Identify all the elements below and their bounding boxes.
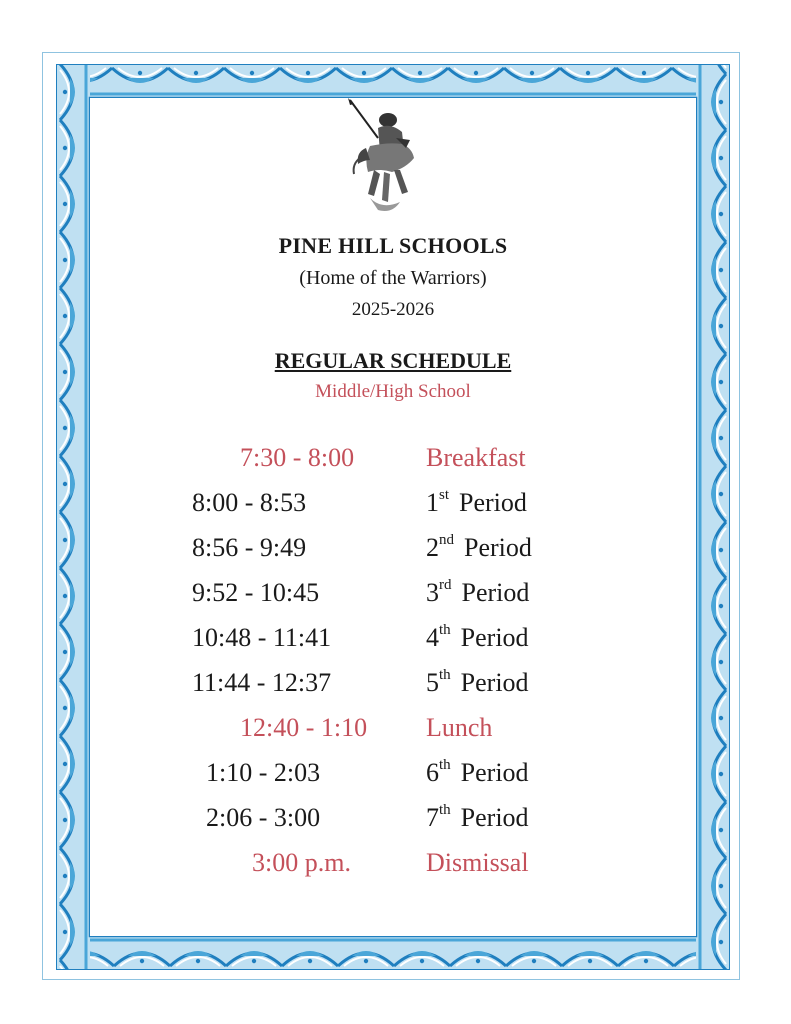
period-number: 7 bbox=[426, 803, 439, 832]
schedule-time: 9:52 - 10:45 bbox=[192, 578, 320, 607]
period-ordinal-suffix: th bbox=[439, 757, 451, 774]
schedule-time: 8:00 - 8:53 bbox=[192, 488, 307, 517]
schedule-time: 1:10 - 2:03 bbox=[206, 758, 321, 787]
schedule-label bbox=[426, 665, 529, 701]
schedule-row-period-2 bbox=[90, 530, 696, 575]
schedule-label bbox=[426, 530, 532, 566]
school-header bbox=[90, 226, 696, 408]
schedule-label: Dismissal bbox=[426, 848, 529, 877]
schedule-row-period-3 bbox=[90, 575, 696, 620]
schedule-title: REGULAR SCHEDULE bbox=[274, 348, 512, 373]
period-ordinal-suffix: rd bbox=[439, 577, 452, 594]
schedule-label bbox=[426, 485, 527, 521]
warrior-on-horseback-icon bbox=[340, 98, 430, 218]
schedule-subtitle: Middle/High School bbox=[315, 381, 471, 402]
schedule-label bbox=[426, 575, 529, 611]
schedule-row-lunch bbox=[90, 710, 696, 755]
schedule-label bbox=[426, 620, 529, 656]
period-number: 2 bbox=[426, 533, 439, 562]
schedule-row-period-4 bbox=[90, 620, 696, 665]
schedule-row-dismissal bbox=[90, 845, 696, 890]
period-word: Period bbox=[461, 578, 530, 607]
schedule-label bbox=[426, 755, 529, 791]
period-number: 6 bbox=[426, 758, 439, 787]
schedule-time: 10:48 - 11:41 bbox=[192, 623, 332, 652]
schedule-row-period-5 bbox=[90, 665, 696, 710]
schedule-table bbox=[90, 440, 696, 890]
period-ordinal-suffix: th bbox=[439, 802, 451, 819]
school-tagline: (Home of the Warriors) bbox=[299, 267, 487, 289]
period-word: Period bbox=[459, 488, 527, 517]
schedule-time: 12:40 - 1:10 bbox=[240, 713, 368, 742]
schedule-row-period-6 bbox=[90, 755, 696, 800]
school-year: 2025-2026 bbox=[351, 299, 435, 320]
period-word: Period bbox=[464, 533, 532, 562]
schedule-time: 7:30 - 8:00 bbox=[240, 443, 355, 472]
schedule-time: 11:44 - 12:37 bbox=[192, 668, 332, 697]
schedule-time: 2:06 - 3:00 bbox=[206, 803, 321, 832]
schedule-time: 3:00 p.m. bbox=[252, 848, 351, 877]
period-number: 1 bbox=[426, 488, 439, 517]
period-number: 5 bbox=[426, 668, 439, 697]
schedule-label: Breakfast bbox=[426, 443, 526, 472]
schedule-row-breakfast bbox=[90, 440, 696, 485]
period-ordinal-suffix: nd bbox=[439, 532, 454, 549]
period-word: Period bbox=[460, 668, 529, 697]
period-ordinal-suffix: th bbox=[439, 667, 451, 684]
period-number: 4 bbox=[426, 623, 439, 652]
schedule-label: Lunch bbox=[426, 713, 493, 742]
period-word: Period bbox=[460, 758, 529, 787]
period-ordinal-suffix: th bbox=[439, 622, 451, 639]
period-number: 3 bbox=[426, 578, 439, 607]
schedule-row-period-1 bbox=[90, 485, 696, 530]
period-ordinal-suffix: st bbox=[439, 487, 450, 504]
period-word: Period bbox=[460, 623, 529, 652]
schedule-label bbox=[426, 800, 529, 836]
school-name: PINE HILL SCHOOLS bbox=[278, 233, 508, 258]
period-word: Period bbox=[460, 803, 529, 832]
schedule-row-period-7 bbox=[90, 800, 696, 845]
schedule-time: 8:56 - 9:49 bbox=[192, 533, 307, 562]
